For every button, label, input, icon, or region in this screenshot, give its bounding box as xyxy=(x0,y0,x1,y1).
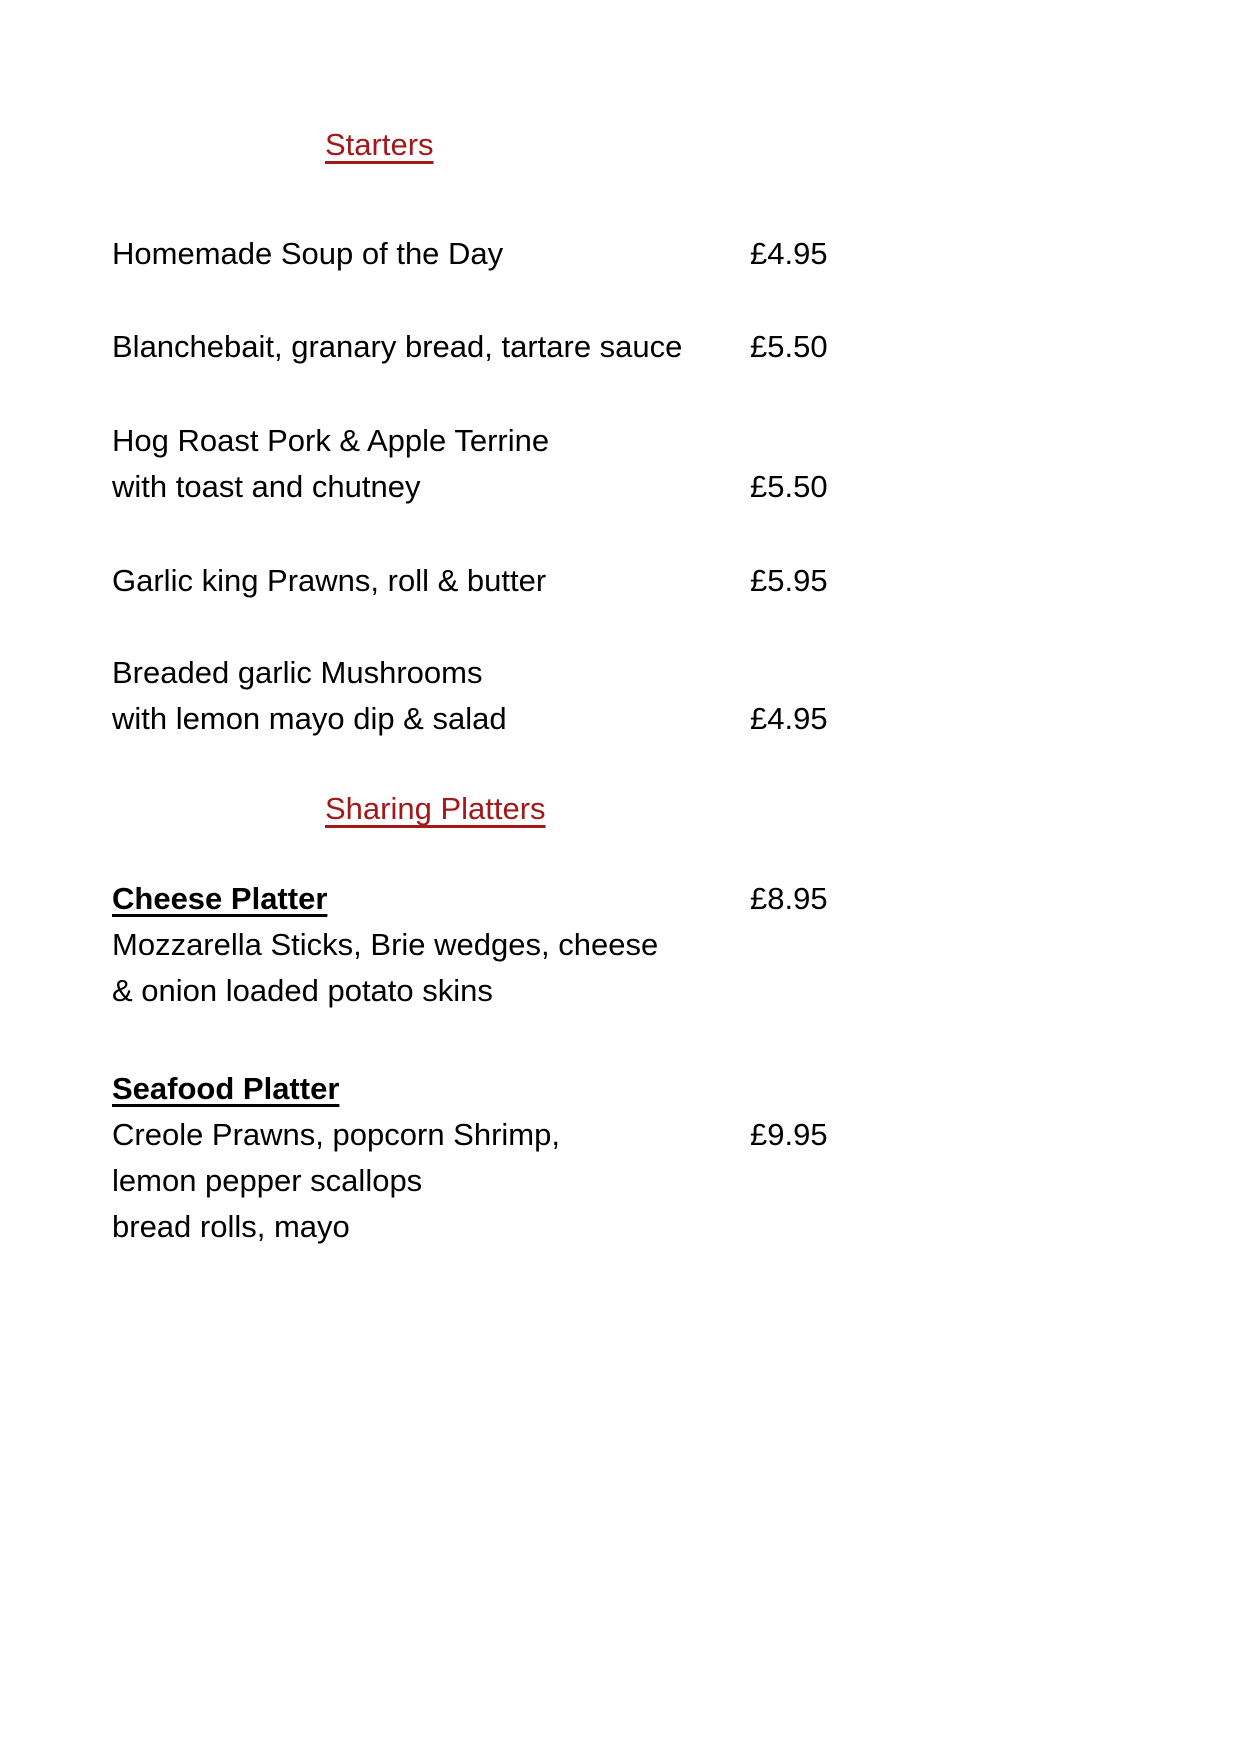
menu-item-price: £5.95 xyxy=(750,563,828,598)
menu-item-name: Cheese Platter xyxy=(112,881,328,916)
menu-item-line: Garlic king Prawns, roll & butter xyxy=(112,563,547,598)
menu-item-price: £4.95 xyxy=(750,236,828,271)
menu-item-line: with toast and chutney xyxy=(112,469,421,504)
menu-item-line: & onion loaded potato skins xyxy=(112,973,493,1008)
menu-item-line: Hog Roast Pork & Apple Terrine xyxy=(112,423,550,458)
menu-item-cheese-platter xyxy=(112,876,658,1014)
menu-item-line: Breaded garlic Mushrooms xyxy=(112,655,483,690)
menu-item-price: £4.95 xyxy=(750,701,828,736)
menu-item-line: Creole Prawns, popcorn Shrimp, xyxy=(112,1117,560,1152)
menu-item-hog-roast xyxy=(112,418,549,510)
menu-item-seafood-platter xyxy=(112,1066,560,1250)
menu-item-price: £5.50 xyxy=(750,469,828,504)
menu-item-price: £9.95 xyxy=(750,1117,828,1152)
menu-item-line: lemon pepper scallops xyxy=(112,1163,423,1198)
menu-item-soup xyxy=(112,231,503,277)
menu-item-garlic-prawns xyxy=(112,558,546,604)
menu-item-line: bread rolls, mayo xyxy=(112,1209,350,1244)
section-heading-sharing-platters: Sharing Platters xyxy=(325,791,546,826)
menu-item-price: £8.95 xyxy=(750,881,828,916)
menu-item-price: £5.50 xyxy=(750,329,828,364)
menu-item-garlic-mushrooms xyxy=(112,650,507,742)
menu-item-line: Mozzarella Sticks, Brie wedges, cheese xyxy=(112,927,659,962)
menu-item-line: with lemon mayo dip & salad xyxy=(112,701,507,736)
menu-item-line: Blanchebait, granary bread, tartare sauce xyxy=(112,329,683,364)
menu-item-line: Homemade Soup of the Day xyxy=(112,236,504,271)
menu-item-blanchebait xyxy=(112,324,682,370)
section-heading-starters: Starters xyxy=(325,127,434,162)
menu-item-name: Seafood Platter xyxy=(112,1071,340,1106)
